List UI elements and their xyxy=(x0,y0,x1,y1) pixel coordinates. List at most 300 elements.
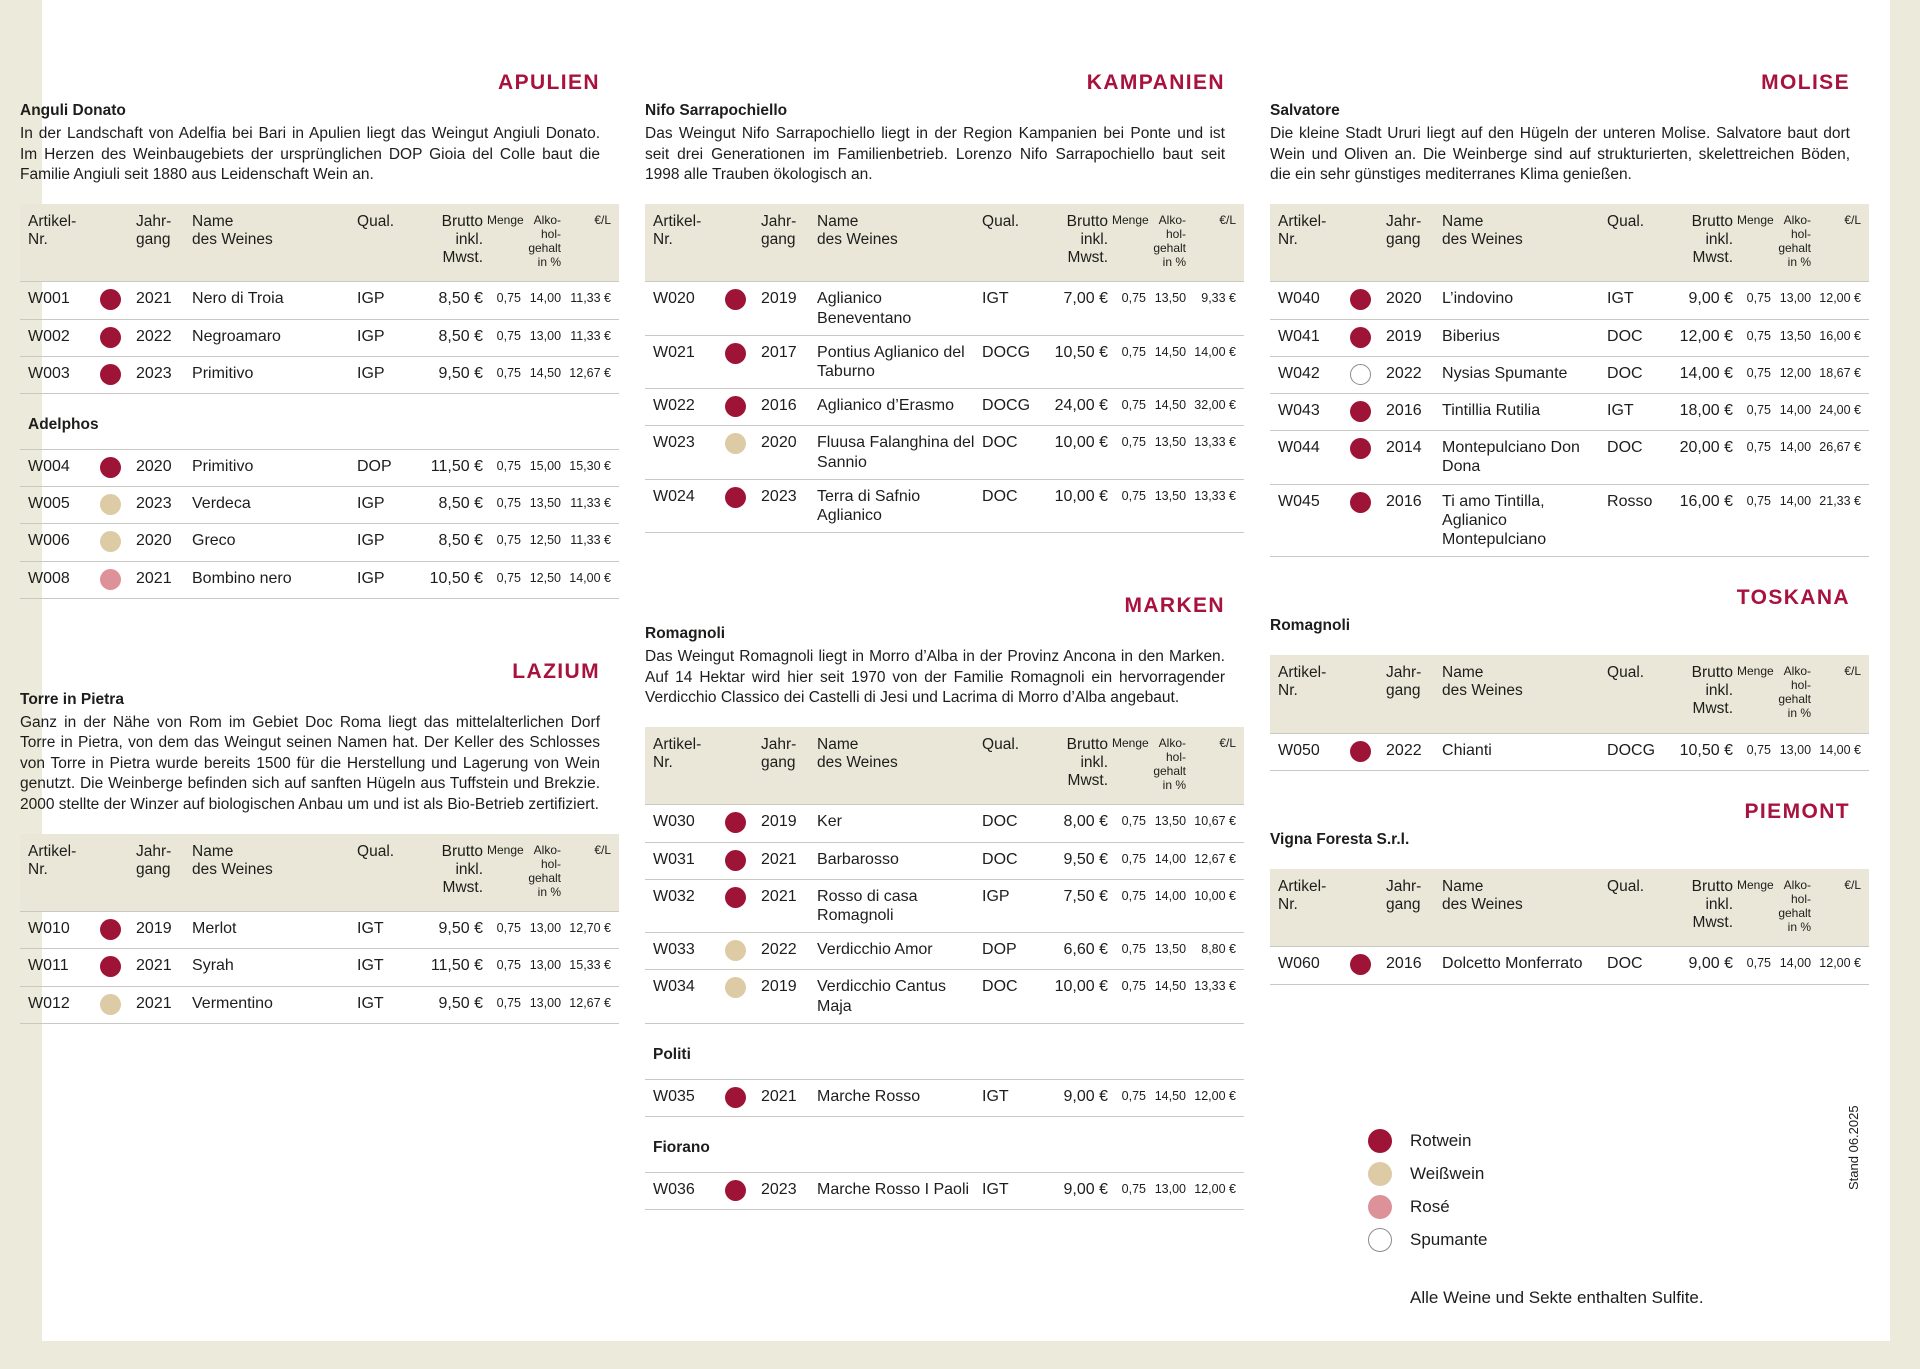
cell-gross-price: 10,00 € xyxy=(1038,426,1110,479)
cell-volume: 0,75 xyxy=(1735,282,1773,319)
cell-gross-price: 20,00 € xyxy=(1663,431,1735,484)
cell-quality: IGT xyxy=(980,1172,1038,1209)
cell-quality: DOCG xyxy=(980,335,1038,388)
cell-vintage: 2019 xyxy=(134,912,190,949)
weiss-dot-icon xyxy=(725,940,746,961)
wine-type-dot xyxy=(1348,947,1384,984)
wine-table-body xyxy=(645,805,1244,1023)
cell-volume: 0,75 xyxy=(485,986,523,1023)
cell-article-number: W042 xyxy=(1270,356,1348,393)
col-header-vintage: Jahr- gang xyxy=(134,204,190,282)
cell-vintage: 2019 xyxy=(759,282,815,335)
cell-article-number: W001 xyxy=(20,282,98,319)
producer-name: Vigna Foresta S.r.l. xyxy=(1270,830,1410,848)
cell-vintage: 2017 xyxy=(759,335,815,388)
producer-name: Romagnoli xyxy=(1270,617,1351,635)
table-row[interactable] xyxy=(645,933,1244,970)
col-header-article: Artikel- Nr. xyxy=(1270,204,1384,282)
cell-volume: 0,75 xyxy=(485,449,523,486)
cell-quality: DOC xyxy=(1605,319,1663,356)
rose-dot-icon xyxy=(1368,1195,1392,1219)
col-header-gross-price: Brutto inkl. Mwst. xyxy=(1663,204,1735,282)
wine-table xyxy=(645,1172,1244,1210)
col-header-alcohol: Alko- hol- gehalt in % xyxy=(523,204,563,282)
col-header-vintage: Jahr- gang xyxy=(759,727,815,805)
cell-quality: IGT xyxy=(355,986,413,1023)
cell-price-per-liter: 15,30 € xyxy=(563,449,619,486)
cell-volume: 0,75 xyxy=(1110,1079,1148,1116)
cell-alcohol: 13,00 xyxy=(523,319,563,356)
cell-volume: 0,75 xyxy=(485,949,523,986)
wine-type-dot xyxy=(1348,356,1384,393)
cell-article-number: W020 xyxy=(645,282,723,335)
table-row[interactable] xyxy=(1270,393,1869,430)
cell-article-number: W023 xyxy=(645,426,723,479)
producer-name: Romagnoli xyxy=(645,625,726,643)
rose-dot-icon xyxy=(100,569,121,590)
table-row[interactable] xyxy=(20,356,619,393)
col-header-volume: Menge xyxy=(485,204,523,282)
cell-alcohol: 15,00 xyxy=(523,449,563,486)
cell-article-number: W011 xyxy=(20,949,98,986)
table-row[interactable] xyxy=(1270,484,1869,557)
cell-price-per-liter: 13,33 € xyxy=(1188,970,1244,1023)
cell-gross-price: 12,00 € xyxy=(1663,319,1735,356)
cell-gross-price: 8,50 € xyxy=(413,282,485,319)
col-header-volume: Menge xyxy=(485,834,523,912)
cell-article-number: W008 xyxy=(20,561,98,598)
cell-alcohol: 14,00 xyxy=(1773,947,1813,984)
legend-label: Rosé xyxy=(1410,1196,1450,1216)
cell-price-per-liter: 12,00 € xyxy=(1813,947,1869,984)
cell-wine-name: Biberius xyxy=(1440,319,1605,356)
producer-description: Das Weingut Romagnoli liegt in Morro d’Alba in der Provinz Ancona in den Marken. Auf 14 Hektar wird hier seit 1970 von der Familie Romagnoli ein hervorragender Verdicchio Classico dei Castelli di Jesi und Lacrima di Morro d’Alba angebaut. xyxy=(645,647,1225,707)
cell-price-per-liter: 16,00 € xyxy=(1813,319,1869,356)
cell-wine-name: Bombino nero xyxy=(190,561,355,598)
cell-wine-name: Primitivo xyxy=(190,356,355,393)
producer-description: In der Landschaft von Adelfia bei Bari in Apulien liegt das Weingut Angiuli Donato. Im Herzen des Weinbaugebiets der ursprünglichen DOP Gioia del Colle baut die Familie Angiuli seit 1880 aus Leidenschaft Wein an. xyxy=(20,124,600,184)
cell-wine-name: Verdicchio Amor xyxy=(815,933,980,970)
col-header-volume: Menge xyxy=(1735,655,1773,733)
cell-gross-price: 10,00 € xyxy=(1038,479,1110,532)
cell-article-number: W040 xyxy=(1270,282,1348,319)
cell-quality: DOC xyxy=(980,426,1038,479)
col-header-vintage: Jahr- gang xyxy=(1384,204,1440,282)
rot-dot-icon xyxy=(725,1087,746,1108)
col-header-price-per-liter: €/L xyxy=(563,834,619,912)
table-row[interactable] xyxy=(20,561,619,598)
cell-vintage: 2019 xyxy=(1384,319,1440,356)
cell-volume: 0,75 xyxy=(1735,319,1773,356)
region-title: APULIEN xyxy=(498,71,600,94)
region-molise xyxy=(1270,71,1862,557)
wine-type-dot xyxy=(723,389,759,426)
col-header-alcohol: Alko- hol- gehalt in % xyxy=(1148,204,1188,282)
cell-quality: IGT xyxy=(980,282,1038,335)
weiss-dot-icon xyxy=(1368,1162,1392,1186)
cell-volume: 0,75 xyxy=(485,319,523,356)
wine-type-dot xyxy=(723,479,759,532)
wine-type-dot xyxy=(723,842,759,879)
cell-volume: 0,75 xyxy=(485,524,523,561)
cell-alcohol: 13,00 xyxy=(523,986,563,1023)
cell-price-per-liter: 10,67 € xyxy=(1188,805,1244,842)
cell-price-per-liter: 18,67 € xyxy=(1813,356,1869,393)
cell-wine-name: Ti amo Tintilla, Aglianico Montepulciano xyxy=(1440,484,1605,557)
producer-description: Die kleine Stadt Ururi liegt auf den Hügeln der unteren Molise. Salvatore baut dort Wein und Oliven an. Die Weinberge sind auf strukturierten, skelettreichen Böden, die ein sehr günstiges mediterranes Klima genießen. xyxy=(1270,124,1850,184)
cell-volume: 0,75 xyxy=(485,356,523,393)
col-header-vintage: Jahr- gang xyxy=(1384,869,1440,947)
cell-vintage: 2022 xyxy=(134,319,190,356)
cell-gross-price: 8,00 € xyxy=(1038,805,1110,842)
col-header-quality: Qual. xyxy=(1605,655,1663,733)
cell-vintage: 2021 xyxy=(134,561,190,598)
legend-label: Rotwein xyxy=(1410,1130,1472,1150)
table-row[interactable] xyxy=(1270,431,1869,484)
cell-vintage: 2016 xyxy=(1384,484,1440,557)
wine-table xyxy=(1270,655,1869,771)
table-row[interactable] xyxy=(20,319,619,356)
region-title: TOSKANA xyxy=(1736,586,1850,610)
page-column-1 xyxy=(20,71,612,1210)
rot-dot-icon xyxy=(100,956,121,977)
cell-alcohol: 14,50 xyxy=(1148,1079,1188,1116)
cell-volume: 0,75 xyxy=(1110,970,1148,1023)
wine-table xyxy=(1270,869,1869,985)
cell-volume: 0,75 xyxy=(1110,933,1148,970)
cell-price-per-liter: 9,33 € xyxy=(1188,282,1244,335)
wine-table xyxy=(20,204,619,394)
wine-table-body xyxy=(20,912,619,1024)
cell-vintage: 2021 xyxy=(134,282,190,319)
cell-quality: IGT xyxy=(355,912,413,949)
col-header-article: Artikel- Nr. xyxy=(20,834,134,912)
table-row[interactable] xyxy=(1270,319,1869,356)
cell-article-number: W021 xyxy=(645,335,723,388)
cell-wine-name: Montepulciano Don Dona xyxy=(1440,431,1605,484)
cell-price-per-liter: 13,33 € xyxy=(1188,426,1244,479)
wine-type-dot xyxy=(1348,484,1384,557)
cell-vintage: 2020 xyxy=(759,426,815,479)
rot-dot-icon xyxy=(725,289,746,310)
cell-wine-name: Pontius Aglianico del Taburno xyxy=(815,335,980,388)
page-edge-bottom xyxy=(42,1341,1890,1369)
cell-article-number: W003 xyxy=(20,356,98,393)
col-header-vintage: Jahr- gang xyxy=(1384,655,1440,733)
cell-vintage: 2016 xyxy=(1384,393,1440,430)
wine-type-dot xyxy=(98,282,134,319)
table-row[interactable] xyxy=(645,1172,1244,1209)
cell-gross-price: 10,00 € xyxy=(1038,970,1110,1023)
table-row[interactable] xyxy=(20,282,619,319)
spumante-dot-icon xyxy=(1350,364,1371,385)
weiss-dot-icon xyxy=(725,433,746,454)
legend-label: Weißwein xyxy=(1410,1163,1485,1183)
cell-alcohol: 13,00 xyxy=(1773,282,1813,319)
cell-volume: 0,75 xyxy=(1735,484,1773,557)
cell-wine-name: Nysias Spumante xyxy=(1440,356,1605,393)
cell-quality: IGP xyxy=(355,319,413,356)
region-lazium xyxy=(20,659,612,1024)
table-row[interactable] xyxy=(20,449,619,486)
col-header-alcohol: Alko- hol- gehalt in % xyxy=(1773,655,1813,733)
wine-type-dot xyxy=(98,912,134,949)
cell-wine-name: Ker xyxy=(815,805,980,842)
cell-article-number: W030 xyxy=(645,805,723,842)
table-row[interactable] xyxy=(1270,733,1869,770)
cell-alcohol: 14,50 xyxy=(1148,335,1188,388)
legend-label: Spumante xyxy=(1410,1229,1488,1249)
cell-wine-name: Verdicchio Cantus Maja xyxy=(815,970,980,1023)
table-row[interactable] xyxy=(20,487,619,524)
cell-gross-price: 9,00 € xyxy=(1038,1172,1110,1209)
cell-vintage: 2019 xyxy=(759,805,815,842)
col-header-name: Name des Weines xyxy=(815,204,980,282)
rot-dot-icon xyxy=(100,327,121,348)
table-row[interactable] xyxy=(645,879,1244,932)
cell-article-number: W043 xyxy=(1270,393,1348,430)
cell-quality: DOC xyxy=(1605,431,1663,484)
table-header-row xyxy=(1270,204,1869,282)
sub-producer-name: Adelphos xyxy=(28,415,99,433)
wine-table xyxy=(20,449,619,599)
cell-volume: 0,75 xyxy=(485,487,523,524)
wine-table xyxy=(645,1079,1244,1117)
table-row[interactable] xyxy=(645,426,1244,479)
col-header-quality: Qual. xyxy=(355,204,413,282)
cell-alcohol: 13,50 xyxy=(1148,282,1188,335)
cell-gross-price: 16,00 € xyxy=(1663,484,1735,557)
sub-producer-name: Fiorano xyxy=(653,1138,710,1156)
cell-price-per-liter: 12,67 € xyxy=(563,986,619,1023)
cell-vintage: 2023 xyxy=(134,487,190,524)
cell-gross-price: 6,60 € xyxy=(1038,933,1110,970)
table-row[interactable] xyxy=(645,335,1244,388)
cell-quality: IGT xyxy=(355,949,413,986)
table-row[interactable] xyxy=(1270,282,1869,319)
table-row[interactable] xyxy=(645,805,1244,842)
cell-wine-name: Marche Rosso xyxy=(815,1079,980,1116)
cell-volume: 0,75 xyxy=(1735,431,1773,484)
cell-wine-name: Marche Rosso I Paoli xyxy=(815,1172,980,1209)
cell-wine-name: Aglianico d’Erasmo xyxy=(815,389,980,426)
cell-article-number: W010 xyxy=(20,912,98,949)
cell-gross-price: 11,50 € xyxy=(413,449,485,486)
cell-quality: DOC xyxy=(980,805,1038,842)
rot-dot-icon xyxy=(725,812,746,833)
cell-article-number: W031 xyxy=(645,842,723,879)
table-row[interactable] xyxy=(20,986,619,1023)
producer-description: Ganz in der Nähe von Rom im Gebiet Doc Roma liegt das mittelalterlichen Dorf Torre in Pietra, von dem das Weingut seinen Namen hat. Der Keller des Schlosses von Torre in Pietra wurde bereits 1500 für die Herstellung und Lagerung von Wein genutzt. Die Weinberge befinden sich auf sanften Hügeln aus Tuffstein und Brekzie. 2000 stellte der Winzer auf biologischen Anbau um und ist als Bio-Betrieb zertifiziert. xyxy=(20,713,600,814)
legend-item-rot xyxy=(1368,1124,1788,1157)
region-piemont xyxy=(1270,799,1862,985)
table-row[interactable] xyxy=(20,949,619,986)
cell-volume: 0,75 xyxy=(1735,356,1773,393)
cell-alcohol: 13,00 xyxy=(523,949,563,986)
wine-type-dot xyxy=(98,561,134,598)
legend-item-rose xyxy=(1368,1190,1788,1223)
cell-quality: DOCG xyxy=(980,389,1038,426)
col-header-article: Artikel- Nr. xyxy=(645,727,759,805)
cell-volume: 0,75 xyxy=(1110,426,1148,479)
cell-quality: DOCG xyxy=(1605,733,1663,770)
wine-type-dot xyxy=(98,356,134,393)
table-row[interactable] xyxy=(1270,356,1869,393)
col-header-volume: Menge xyxy=(1735,204,1773,282)
table-row[interactable] xyxy=(1270,947,1869,984)
col-header-vintage: Jahr- gang xyxy=(759,204,815,282)
table-header-row xyxy=(645,204,1244,282)
cell-wine-name: Vermentino xyxy=(190,986,355,1023)
cell-price-per-liter: 12,70 € xyxy=(563,912,619,949)
cell-price-per-liter: 32,00 € xyxy=(1188,389,1244,426)
col-header-volume: Menge xyxy=(1110,727,1148,805)
wine-type-dot xyxy=(723,282,759,335)
region-marken xyxy=(645,594,1237,1210)
cell-volume: 0,75 xyxy=(1110,389,1148,426)
cell-alcohol: 12,50 xyxy=(523,524,563,561)
cell-alcohol: 13,50 xyxy=(1148,479,1188,532)
rot-dot-icon xyxy=(725,396,746,417)
cell-wine-name: Dolcetto Monferrato xyxy=(1440,947,1605,984)
col-header-vintage: Jahr- gang xyxy=(134,834,190,912)
col-header-volume: Menge xyxy=(1735,869,1773,947)
cell-price-per-liter: 12,00 € xyxy=(1188,1172,1244,1209)
wine-type-dot xyxy=(98,524,134,561)
cell-quality: IGP xyxy=(355,561,413,598)
table-row[interactable] xyxy=(645,479,1244,532)
col-header-price-per-liter: €/L xyxy=(563,204,619,282)
col-header-price-per-liter: €/L xyxy=(1188,204,1244,282)
rot-dot-icon xyxy=(1350,327,1371,348)
col-header-name: Name des Weines xyxy=(815,727,980,805)
col-header-article: Artikel- Nr. xyxy=(645,204,759,282)
wine-type-dot xyxy=(723,970,759,1023)
cell-gross-price: 8,50 € xyxy=(413,319,485,356)
col-header-alcohol: Alko- hol- gehalt in % xyxy=(523,834,563,912)
cell-vintage: 2022 xyxy=(1384,356,1440,393)
legend-item-weiss xyxy=(1368,1157,1788,1190)
cell-wine-name: Aglianico Beneventano xyxy=(815,282,980,335)
cell-price-per-liter: 12,67 € xyxy=(563,356,619,393)
cell-gross-price: 8,50 € xyxy=(413,487,485,524)
rot-dot-icon xyxy=(1350,289,1371,310)
cell-price-per-liter: 21,33 € xyxy=(1813,484,1869,557)
cell-article-number: W036 xyxy=(645,1172,723,1209)
table-header-row xyxy=(1270,655,1869,733)
rot-dot-icon xyxy=(1350,741,1371,762)
cell-quality: IGP xyxy=(355,282,413,319)
cell-quality: DOC xyxy=(1605,947,1663,984)
producer-name: Anguli Donato xyxy=(20,102,126,119)
cell-wine-name: Primitivo xyxy=(190,449,355,486)
rot-dot-icon xyxy=(1350,492,1371,513)
cell-article-number: W022 xyxy=(645,389,723,426)
cell-gross-price: 8,50 € xyxy=(413,524,485,561)
cell-article-number: W035 xyxy=(645,1079,723,1116)
cell-article-number: W044 xyxy=(1270,431,1348,484)
col-header-article: Artikel- Nr. xyxy=(1270,655,1384,733)
cell-price-per-liter: 12,67 € xyxy=(1188,842,1244,879)
cell-volume: 0,75 xyxy=(1735,947,1773,984)
cell-gross-price: 14,00 € xyxy=(1663,356,1735,393)
cell-vintage: 2014 xyxy=(1384,431,1440,484)
col-header-gross-price: Brutto inkl. Mwst. xyxy=(1663,869,1735,947)
wine-table xyxy=(645,727,1244,1024)
col-header-name: Name des Weines xyxy=(190,834,355,912)
cell-alcohol: 14,50 xyxy=(523,356,563,393)
col-header-name: Name des Weines xyxy=(1440,869,1605,947)
table-row[interactable] xyxy=(645,842,1244,879)
cell-price-per-liter: 26,67 € xyxy=(1813,431,1869,484)
table-row[interactable] xyxy=(645,970,1244,1023)
table-row[interactable] xyxy=(645,1079,1244,1116)
cell-wine-name: L’indovino xyxy=(1440,282,1605,319)
cell-vintage: 2021 xyxy=(134,949,190,986)
wine-type-dot xyxy=(723,805,759,842)
sulfite-note: Alle Weine und Sekte enthalten Sulfite. xyxy=(1410,1288,1704,1307)
legend-item-spumante xyxy=(1368,1223,1788,1256)
table-row[interactable] xyxy=(645,389,1244,426)
col-header-gross-price: Brutto inkl. Mwst. xyxy=(1663,655,1735,733)
col-header-gross-price: Brutto inkl. Mwst. xyxy=(413,834,485,912)
cell-price-per-liter: 11,33 € xyxy=(563,524,619,561)
cell-gross-price: 9,50 € xyxy=(413,356,485,393)
rot-dot-icon xyxy=(100,457,121,478)
wine-table-body xyxy=(20,282,619,394)
cell-vintage: 2023 xyxy=(134,356,190,393)
col-header-volume: Menge xyxy=(1110,204,1148,282)
wine-table-body xyxy=(645,1172,1244,1209)
cell-alcohol: 14,50 xyxy=(1148,389,1188,426)
col-header-price-per-liter: €/L xyxy=(1188,727,1244,805)
spumante-dot-icon xyxy=(1368,1228,1392,1252)
col-header-article: Artikel- Nr. xyxy=(20,204,134,282)
page-column-2 xyxy=(645,71,1237,1210)
cell-quality: DOC xyxy=(980,842,1038,879)
wine-type-dot xyxy=(1348,393,1384,430)
rot-dot-icon xyxy=(725,1180,746,1201)
cell-price-per-liter: 11,33 € xyxy=(563,487,619,524)
producer-name: Nifo Sarrapochiello xyxy=(645,102,788,119)
cell-wine-name: Verdeca xyxy=(190,487,355,524)
wine-type-dot xyxy=(1348,431,1384,484)
cell-vintage: 2022 xyxy=(759,933,815,970)
cell-quality: DOP xyxy=(355,449,413,486)
cell-quality: DOP xyxy=(980,933,1038,970)
cell-vintage: 2020 xyxy=(134,524,190,561)
cell-gross-price: 11,50 € xyxy=(413,949,485,986)
cell-vintage: 2020 xyxy=(134,449,190,486)
table-row[interactable] xyxy=(20,912,619,949)
table-row[interactable] xyxy=(645,282,1244,335)
cell-volume: 0,75 xyxy=(1110,335,1148,388)
cell-gross-price: 7,50 € xyxy=(1038,879,1110,932)
cell-volume: 0,75 xyxy=(485,282,523,319)
cell-price-per-liter: 11,33 € xyxy=(563,282,619,319)
col-header-gross-price: Brutto inkl. Mwst. xyxy=(1038,727,1110,805)
wine-type-dot xyxy=(723,426,759,479)
rot-dot-icon xyxy=(1350,401,1371,422)
rot-dot-icon xyxy=(100,364,121,385)
cell-vintage: 2016 xyxy=(759,389,815,426)
cell-vintage: 2023 xyxy=(759,1172,815,1209)
wine-type-dot xyxy=(98,949,134,986)
wine-type-dot xyxy=(723,933,759,970)
table-row[interactable] xyxy=(20,524,619,561)
wine-type-dot xyxy=(1348,733,1384,770)
cell-article-number: W032 xyxy=(645,879,723,932)
